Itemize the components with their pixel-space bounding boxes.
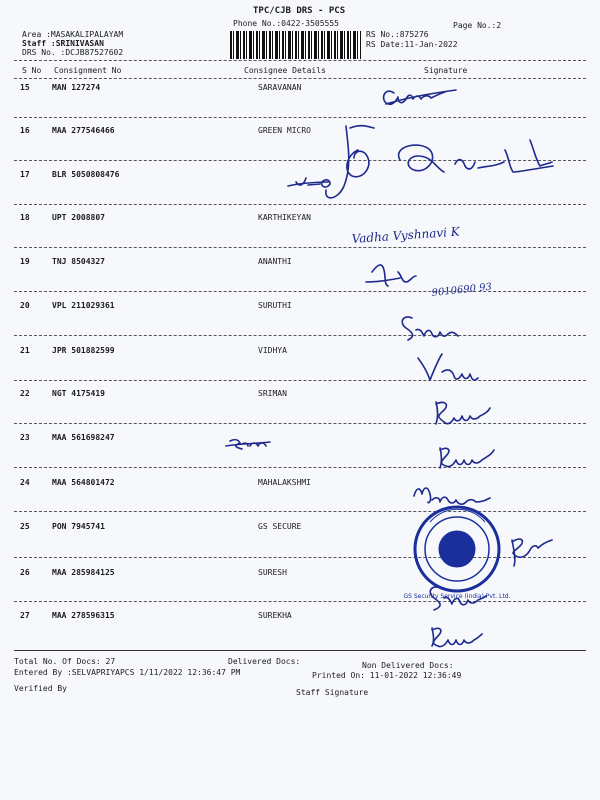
table-row: 19 TNJ 8504327 ANANTHI <box>20 257 292 266</box>
phone-number: Phone No.:0422-3505555 <box>233 19 339 28</box>
drs-number: DRS No. :DCJB87527602 <box>22 48 124 57</box>
table-row: 24 MAA 564801472 MAHALAKSHMI <box>20 478 311 487</box>
stamp-text: GS Security Service (India) Pvt. Ltd. <box>403 593 511 600</box>
table-row: 18 UPT 2008807 KARTHIKEYAN <box>20 213 311 222</box>
table-row: 16 MAA 277546466 GREEN MICRO <box>20 126 311 135</box>
document-title: TPC/CJB DRS - PCS <box>253 6 346 16</box>
verified-by: Verified By <box>14 684 67 693</box>
col-sno: S No <box>22 66 42 75</box>
col-consignee: Consignee Details <box>244 66 326 75</box>
signature-row-27 <box>432 628 482 647</box>
handwritten-row19-number: 9010690 93 <box>431 281 493 299</box>
table-row: 17 BLR 5050808476 <box>20 170 120 179</box>
table-row: 22 NGT 4175419 SRIMAN <box>20 389 287 398</box>
printed-on: Printed On: 11-01-2022 12:36:49 <box>312 671 462 680</box>
non-delivered-docs: Non Delivered Docs: <box>362 661 454 670</box>
signature-row-19 <box>366 265 416 286</box>
table-row: 21 JPR 501882599 VIDHYA <box>20 346 287 355</box>
signature-row-24 <box>414 488 490 504</box>
company-stamp <box>415 507 499 591</box>
signature-row-22 <box>436 402 490 424</box>
signature-row-16 <box>326 126 553 198</box>
signature-row-20 <box>402 317 458 340</box>
signature-row-15 <box>384 90 456 104</box>
handwritten-row18-name: Vadha Vyshnavi K <box>351 224 461 246</box>
handwritten-row17 <box>288 178 330 187</box>
entered-by: Entered By :SELVAPRIYAPCS 1/11/2022 12:36:47 PM <box>14 668 241 677</box>
table-row: 15 MAN 127274 SARAVANAN <box>20 83 302 92</box>
delivered-docs: Delivered Docs: <box>228 657 301 666</box>
table-row: 20 VPL 211029361 SURUTHI <box>20 301 292 310</box>
col-signature: Signature <box>424 66 468 75</box>
page-number: Page No.:2 <box>453 21 502 30</box>
rs-date: RS Date:11-Jan-2022 <box>366 40 458 49</box>
staff-label: Staff :SRINIVASAN <box>22 39 104 48</box>
signature-row-23 <box>440 448 494 468</box>
table-row: 27 MAA 278596315 SUREKHA <box>20 611 292 620</box>
staff-signature: Staff Signature <box>296 688 369 697</box>
total-docs: Total No. Of Docs: 27 <box>14 657 116 666</box>
signature-row-21 <box>418 354 478 380</box>
col-consignment: Consignment No <box>54 66 122 75</box>
table-row: 26 MAA 285984125 SURESH <box>20 568 287 577</box>
handwritten-row23 <box>226 440 270 449</box>
signature-row-25 <box>512 539 552 566</box>
area-label: Area :MASAKALIPALAYAM <box>22 30 124 39</box>
rs-number: RS No.:875276 <box>366 30 429 39</box>
table-row: 25 PON 7945741 GS SECURE <box>20 522 302 531</box>
table-row: 23 MAA 561698247 <box>20 433 115 442</box>
signature-row-16-flourish <box>530 140 552 166</box>
